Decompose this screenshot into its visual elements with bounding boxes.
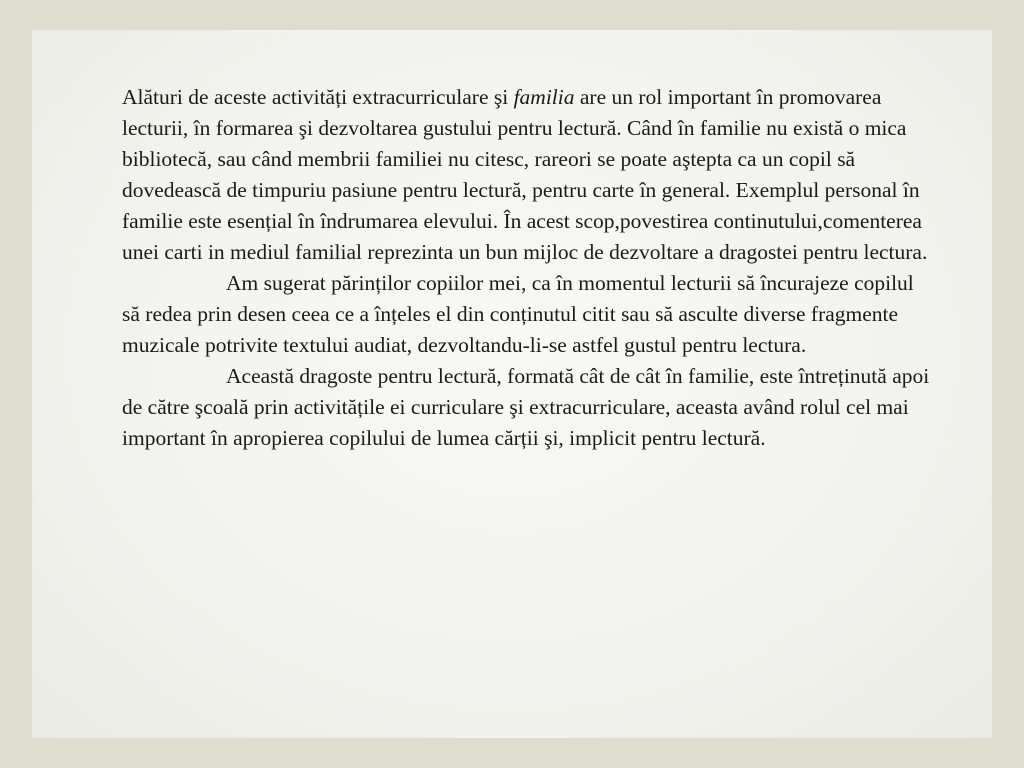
- emphasized-word: familia: [513, 85, 575, 109]
- paragraph-parents-suggestion: Am sugerat părinților copiilor mei, ca în momentul lecturii să încurajeze copilul să redea prin desen ceea ce a înțeles el din conținutul citit sau să asculte diverse fragmente muzicale potrivite textului audiat, dezvoltandu-li-se astfel gustul pentru lectura.: [122, 271, 914, 357]
- paragraph-text-start: Alături de aceste activități extracurriculare şi: [122, 85, 514, 109]
- paragraph-family-role: [122, 82, 932, 268]
- paragraph-text-end: are un rol important în promovarea lecturii, în formarea şi dezvoltarea gustului pentru lectură. Când în familie nu există o mica bibliotecă, sau când membrii familiei nu citesc, rareori se poate aştepta ca un copil să dovedească de timpuriu pasiune pentru lectură, pentru carte în general. Exemplul personal în familie este esențial în îndrumarea elevului. În acest scop,povestirea continutului,comenterea unei carti in mediul familial reprezinta un bun mijloc de dezvoltare a dragostei pentru lectura.: [122, 85, 928, 264]
- slide: [32, 30, 992, 738]
- text-body: [122, 82, 932, 454]
- paragraph-school-role: Această dragoste pentru lectură, formată cât de cât în familie, este întreținută apoi de către şcoală prin activitățile ei curriculare şi extracurriculare, aceasta având rolul cel mai important în apropierea copilului de lumea cărții şi, implicit pentru lectură.: [122, 364, 930, 450]
